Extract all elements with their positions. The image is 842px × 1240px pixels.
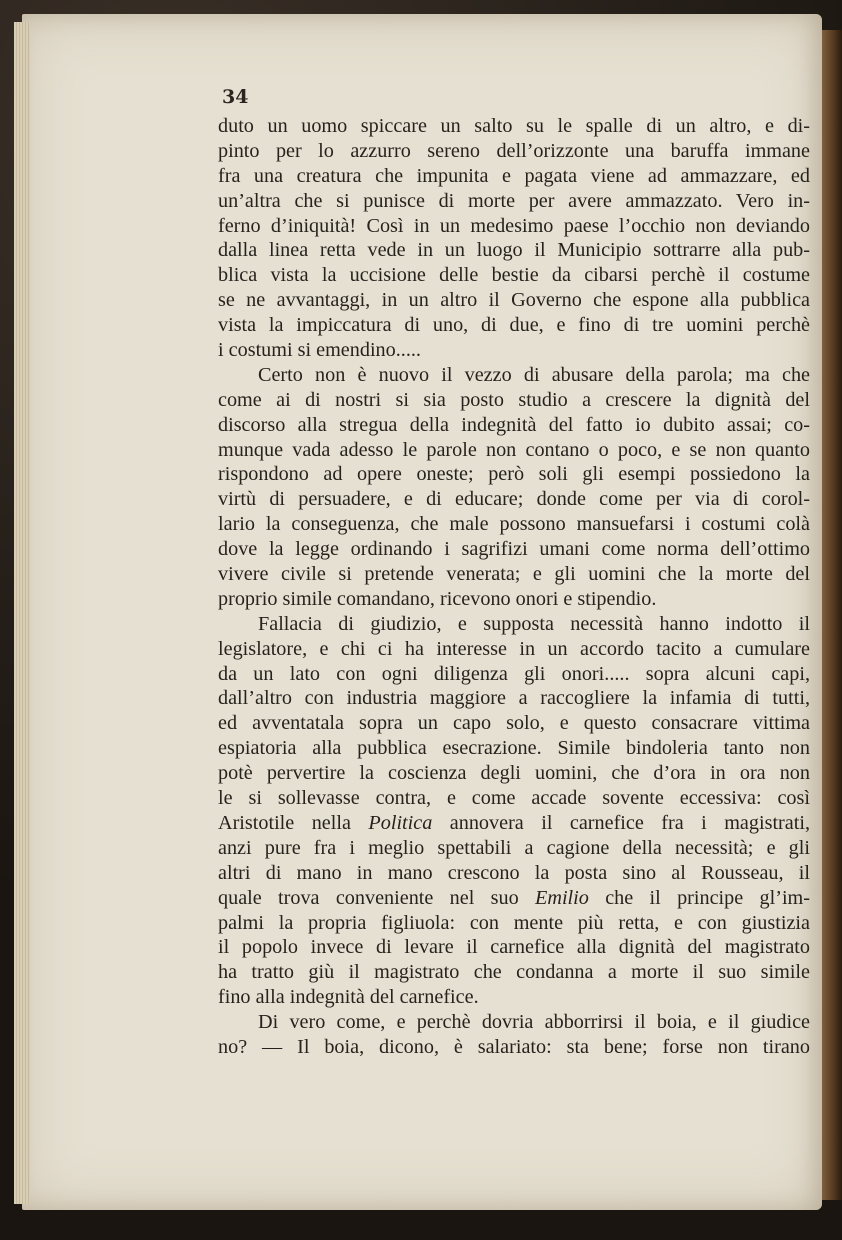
text-line: fino alla indegnità del carnefice. <box>218 986 479 1009</box>
text-line: no? — Il boia, dicono, è salariato: sta bene; forse non tirano <box>218 1035 810 1058</box>
text-line <box>218 811 810 836</box>
text-line: ha tratto giù il magistrato che condanna a morte il suo simile <box>218 961 810 984</box>
text-line: ed avventatala sopra un capo solo, e questo consacrare vittima <box>218 712 810 735</box>
text-line: lario la conseguenza, che male possono mansuefarsi i costumi colà <box>218 513 810 536</box>
text-line <box>218 886 810 911</box>
text-span: annovera il carnefice fra i magistrati, <box>432 811 810 834</box>
text-span: Aristotile nella <box>218 811 369 834</box>
text-line: da un lato con ogni diligenza gli onori..... sopra alcuni capi, <box>218 662 810 685</box>
text-line: Certo non è nuovo il vezzo di abusare della parola; ma che <box>258 363 810 386</box>
text-line: munque vada adesso le parole non contano o poco, e se non quanto <box>218 438 810 461</box>
text-line: anzi pure fra i meglio spettabili a cagione della necessità; e gli <box>218 836 810 859</box>
italic-title: Emilio <box>535 886 589 909</box>
text-line: Fallacia di giudizio, e supposta necessità hanno indotto il <box>258 612 810 635</box>
text-line: dalla linea retta vede in un luogo il Municipio sottrarre alla pub- <box>218 239 810 262</box>
page-number: 34 <box>222 86 249 108</box>
text-line: dall’altro con industria maggiore a raccogliere la infamia di tutti, <box>218 687 810 710</box>
text-line: legislatore, e chi ci ha interesse in un accordo tacito a cumulare <box>218 637 810 660</box>
text-line: vivere civile si pretende venerata; e gli uomini che la morte del <box>218 563 810 586</box>
text-line: fra una creatura che impunita e pagata viene ad ammazzare, ed <box>218 164 810 187</box>
text-line: ferno d’iniquità! Così in un medesimo paese l’occhio non deviando <box>218 214 810 237</box>
text-line: duto un uomo spiccare un salto su le spalle di un altro, e di- <box>218 115 810 137</box>
text-line: palmi la propria figliuola: con mente più retta, e con giustizia <box>218 911 810 934</box>
text-line: rispondono ad opere oneste; però soli gli esempi possiedono la <box>218 463 810 486</box>
text-line: discorso alla stregua della indegnità del fatto io dubito assai; co- <box>218 413 810 436</box>
text-span: che il principe gl’im- <box>588 886 810 909</box>
text-line: potè pervertire la coscienza degli uomini, che d’ora in ora non <box>218 762 810 785</box>
text-line: virtù di persuadere, e di educare; donde come per via di corol- <box>218 488 810 511</box>
page-stack-edge <box>14 22 30 1204</box>
text-line: Di vero come, e perchè dovria abborrirsi il boia, e il giudice <box>258 1011 810 1034</box>
text-line: se ne avvantaggi, in un altro il Governo che espone alla pubblica <box>218 289 810 312</box>
text-line: un’altra che si punisce di morte per avere ammazzato. Vero in- <box>218 189 810 212</box>
text-line: proprio simile comandano, ricevono onori e stipendio. <box>218 587 657 610</box>
text-line: come ai di nostri si sia posto studio a crescere la dignità del <box>218 388 810 411</box>
text-line: espiatoria alla pubblica esecrazione. Simile bindoleria tanto non <box>218 737 810 760</box>
text-line: pinto per lo azzurro sereno dell’orizzonte una baruffa immane <box>218 139 810 162</box>
text-line: altri di mano in mano crescono la posta sino al Rousseau, il <box>218 861 810 884</box>
text-line: le si sollevasse contra, e come accade sovente eccessiva: così <box>218 787 810 810</box>
italic-title: Politica <box>368 811 433 834</box>
body-text <box>218 114 810 1060</box>
text-line: vista la impiccatura di uno, di due, e fino di tre uomini perchè <box>218 314 810 337</box>
text-line: i costumi si emendino..... <box>218 339 421 362</box>
text-span: quale trova conveniente nel suo <box>218 886 536 909</box>
text-line: il popolo invece di levare il carnefice alla dignità del magistrato <box>218 936 810 959</box>
text-line: dove la legge ordinando i sagrifizi umani come norma dell’ottimo <box>218 538 810 561</box>
text-line: blica vista la uccisione delle bestie da cibarsi perchè il costume <box>218 264 810 287</box>
